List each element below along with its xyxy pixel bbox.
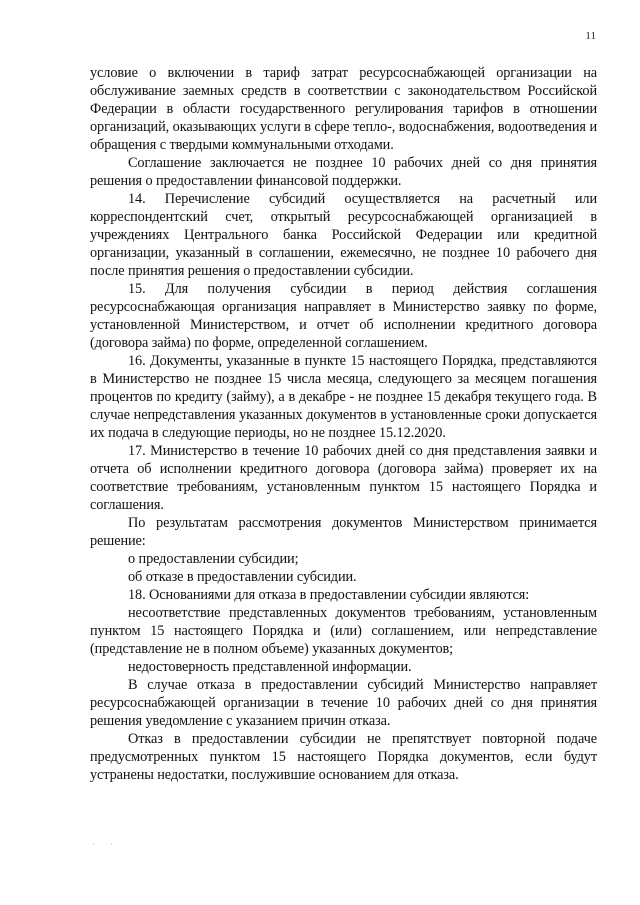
paragraph-tariff-condition: условие о включении в тариф затрат ресурсоснабжающей организации на обслуживание заемных средств в соответствии с законодательством Российской Федерации в области государственного регулирования тарифов в отношении организаций, оказывающих услуги в сфере тепло-, водоснабжения, водоотведения и обращения с твердыми коммунальными отходами.	[90, 65, 597, 153]
list-item-refusal: об отказе в предоставлении субсидии.	[128, 569, 357, 585]
list-item-nonconformity: несоответствие представленных документов требованиям, установленным пунктом 15 настоящего Порядка и (или) соглашением, или непредставление (представление не в полном объеме) указанных документов;	[90, 605, 597, 657]
page-number: 11	[585, 30, 596, 42]
document-body	[90, 64, 597, 784]
paragraph-resubmission: Отказ в предоставлении субсидии не препятствует повторной подаче предусмотренных пунктом 15 настоящего Порядка документов, если будут устранены недостатки, послужившие основанием для отказа.	[90, 731, 597, 783]
paragraph-refusal-notice: В случае отказа в предоставлении субсидий Министерство направляет ресурсоснабжающей организации в течение 10 рабочих дней со дня принятия решения уведомление с указанием причин отказа.	[90, 677, 597, 729]
paragraph-15-application: 15. Для получения субсидии в период действия соглашения ресурсоснабжающая организация направляет в Министерство заявку по форме, установленной Министерством, и отчет об исполнении кредитного договора (договора займа) по форме, определенной соглашением.	[90, 281, 597, 351]
paragraph-16-documents: 16. Документы, указанные в пункте 15 настоящего Порядка, представляются в Министерство не позднее 15 числа месяца, следующего за месяцем погашения процентов по кредиту (займу), а в декабре - не позднее 15 декабря текущего года. В случае непредставления указанных документов в установленные сроки допускается их подача в следующие периоды, но не позднее 15.12.2020.	[90, 353, 597, 441]
paragraph-14-transfer: 14. Перечисление субсидий осуществляется на расчетный или корреспондентский счет, открытый ресурсоснабжающей организацией в учреждениях Центрального банка Российской Федерации или кредитной организации, указанный в соглашении, ежемесячно, не позднее 10 рабочего дня после принятия решения о предоставлении субсидии.	[90, 191, 597, 279]
scan-specks: · ·	[92, 840, 120, 851]
paragraph-decision-intro: По результатам рассмотрения документов Министерством принимается решение:	[90, 515, 597, 549]
list-item-grant: о предоставлении субсидии;	[128, 551, 299, 567]
list-item-unreliable-info: недостоверность представленной информации.	[128, 659, 412, 675]
paragraph-agreement-deadline: Соглашение заключается не позднее 10 рабочих дней со дня принятия решения о предоставлении финансовой поддержки.	[90, 155, 597, 189]
paragraph-17-review: 17. Министерство в течение 10 рабочих дней со дня представления заявки и отчета об исполнении кредитного договора (договора займа) проверяет их на соответствие требованиям, установленным пунктом 15 настоящего Порядка и соглашения.	[90, 443, 597, 513]
paragraph-18-grounds: 18. Основаниями для отказа в предоставлении субсидии являются:	[128, 587, 530, 603]
